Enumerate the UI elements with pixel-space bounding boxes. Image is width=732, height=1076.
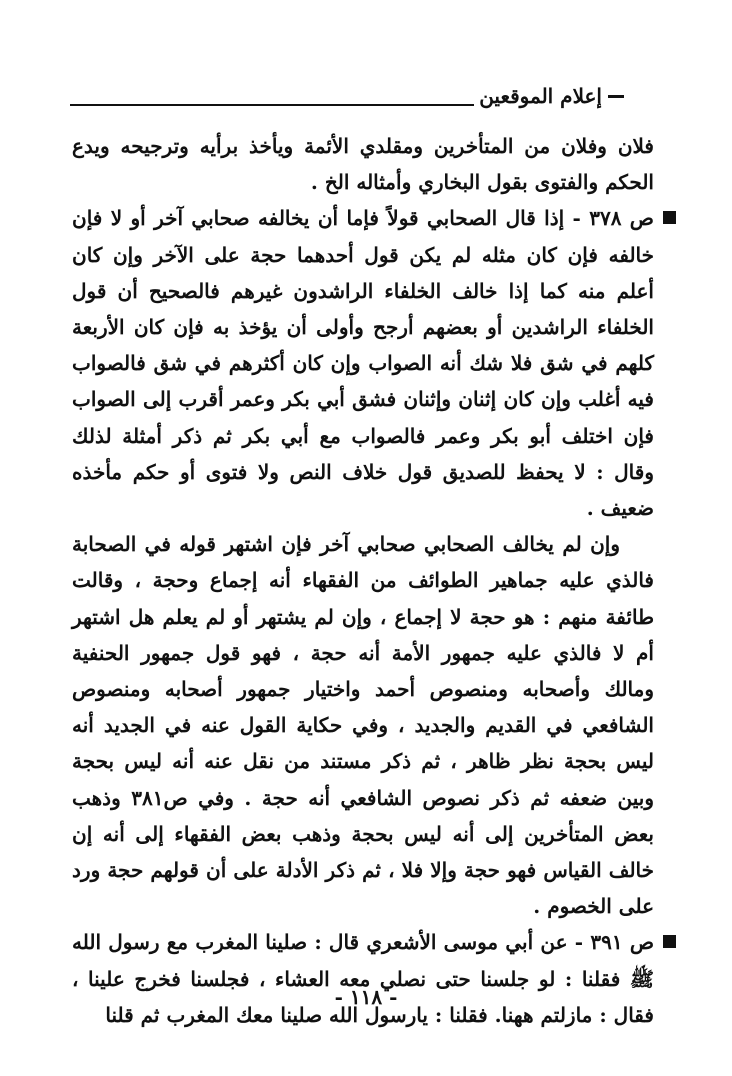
title-dash (608, 95, 624, 98)
body-text (72, 128, 654, 1033)
running-header (70, 84, 624, 110)
paragraph-3 (72, 526, 654, 924)
square-bullet-icon (663, 935, 676, 948)
book-title-text: إعلام الموقعين (479, 84, 602, 108)
paragraph-2 (72, 200, 654, 526)
paragraph-1-text: فلان وفلان من المتأخرين ومقلدي الأئمة ويأخذ برأيه وترجيحه ويدع الحكم والفتوى بقول البخاري وأمثاله الخ . (72, 134, 654, 195)
book-title (479, 84, 624, 108)
paragraph-4 (72, 924, 654, 1033)
paragraph-2-text: ص ٣٧٨ - إذا قال الصحابي قولاً فإما أن يخالفه صحابي آخر أو لا فإن خالفه فإن كان مثله لم يكن قول أحدهما حجة على الآخر وإن كان أعلم منه كما إذا خالف الخلفاء الراشدون غيرهم فالصحيح أن قول الخلفاء الراشدين أو بعضهم أرجح وأولى أن يؤخذ به فإن كان الأربعة كلهم في شق فلا شك أنه الصواب وإن كان أكثرهم في شق فالصواب فيه أغلب وإن كان إثنان وإثنان فشق أبي بكر وعمر أقرب إلى الصواب فإن اختلف أبو بكر وعمر فالصواب مع أبي بكر ثم ذكر أمثلة لذلك وقال : لا يحفظ للصديق قول خلاف النص ولا فتوى أو حكم مأخذه ضعيف . (72, 206, 654, 521)
page-number: - ١١٨ - (334, 985, 398, 1009)
paragraph-4-text: ص ٣٩١ - عن أبي موسى الأشعري قال : صلينا المغرب مع رسول الله ﷺ فقلنا : لو جلسنا حتى نصلي معه العشاء ، فجلسنا فخرج علينا ، فقال : مازلتم ههنا. فقلنا : يارسول الله صلينا معك المغرب ثم قلنا (72, 930, 655, 1027)
header-rule (70, 104, 474, 106)
paragraph-3-text: وإن لم يخالف الصحابي صحابي آخر فإن اشتهر قوله في الصحابة فالذي عليه جماهير الطوائف من الفقهاء أنه إجماع وحجة ، وقالت طائفة منهم : هو حجة لا إجماع ، وإن لم يشتهر أو لم يعلم هل اشتهر أم لا فالذي عليه جمهور الأمة أنه حجة ، فهو قول جمهور الحنفية ومالك وأصحابه ومنصوص أحمد واختيار جمهور أصحابه ومنصوص الشافعي في القديم والجديد ، وفي حكاية القول عنه في الجديد أنه ليس بحجة نظر ظاهر ، ثم ذكر مستند من نقل عنه أنه ليس بحجة وبين ضعفه ثم ذكر نصوص الشافعي أنه حجة . وفي ص٣٨١ وذهب بعض المتأخرين إلى أنه ليس بحجة وذهب بعض الفقهاء إلى أنه إن خالف القياس فهو حجة وإلا فلا ، ثم ذكر الأدلة على أن قولهم حجة ورد على الخصوم . (72, 532, 654, 919)
paragraph-1 (72, 128, 654, 200)
square-bullet-icon (663, 211, 676, 224)
